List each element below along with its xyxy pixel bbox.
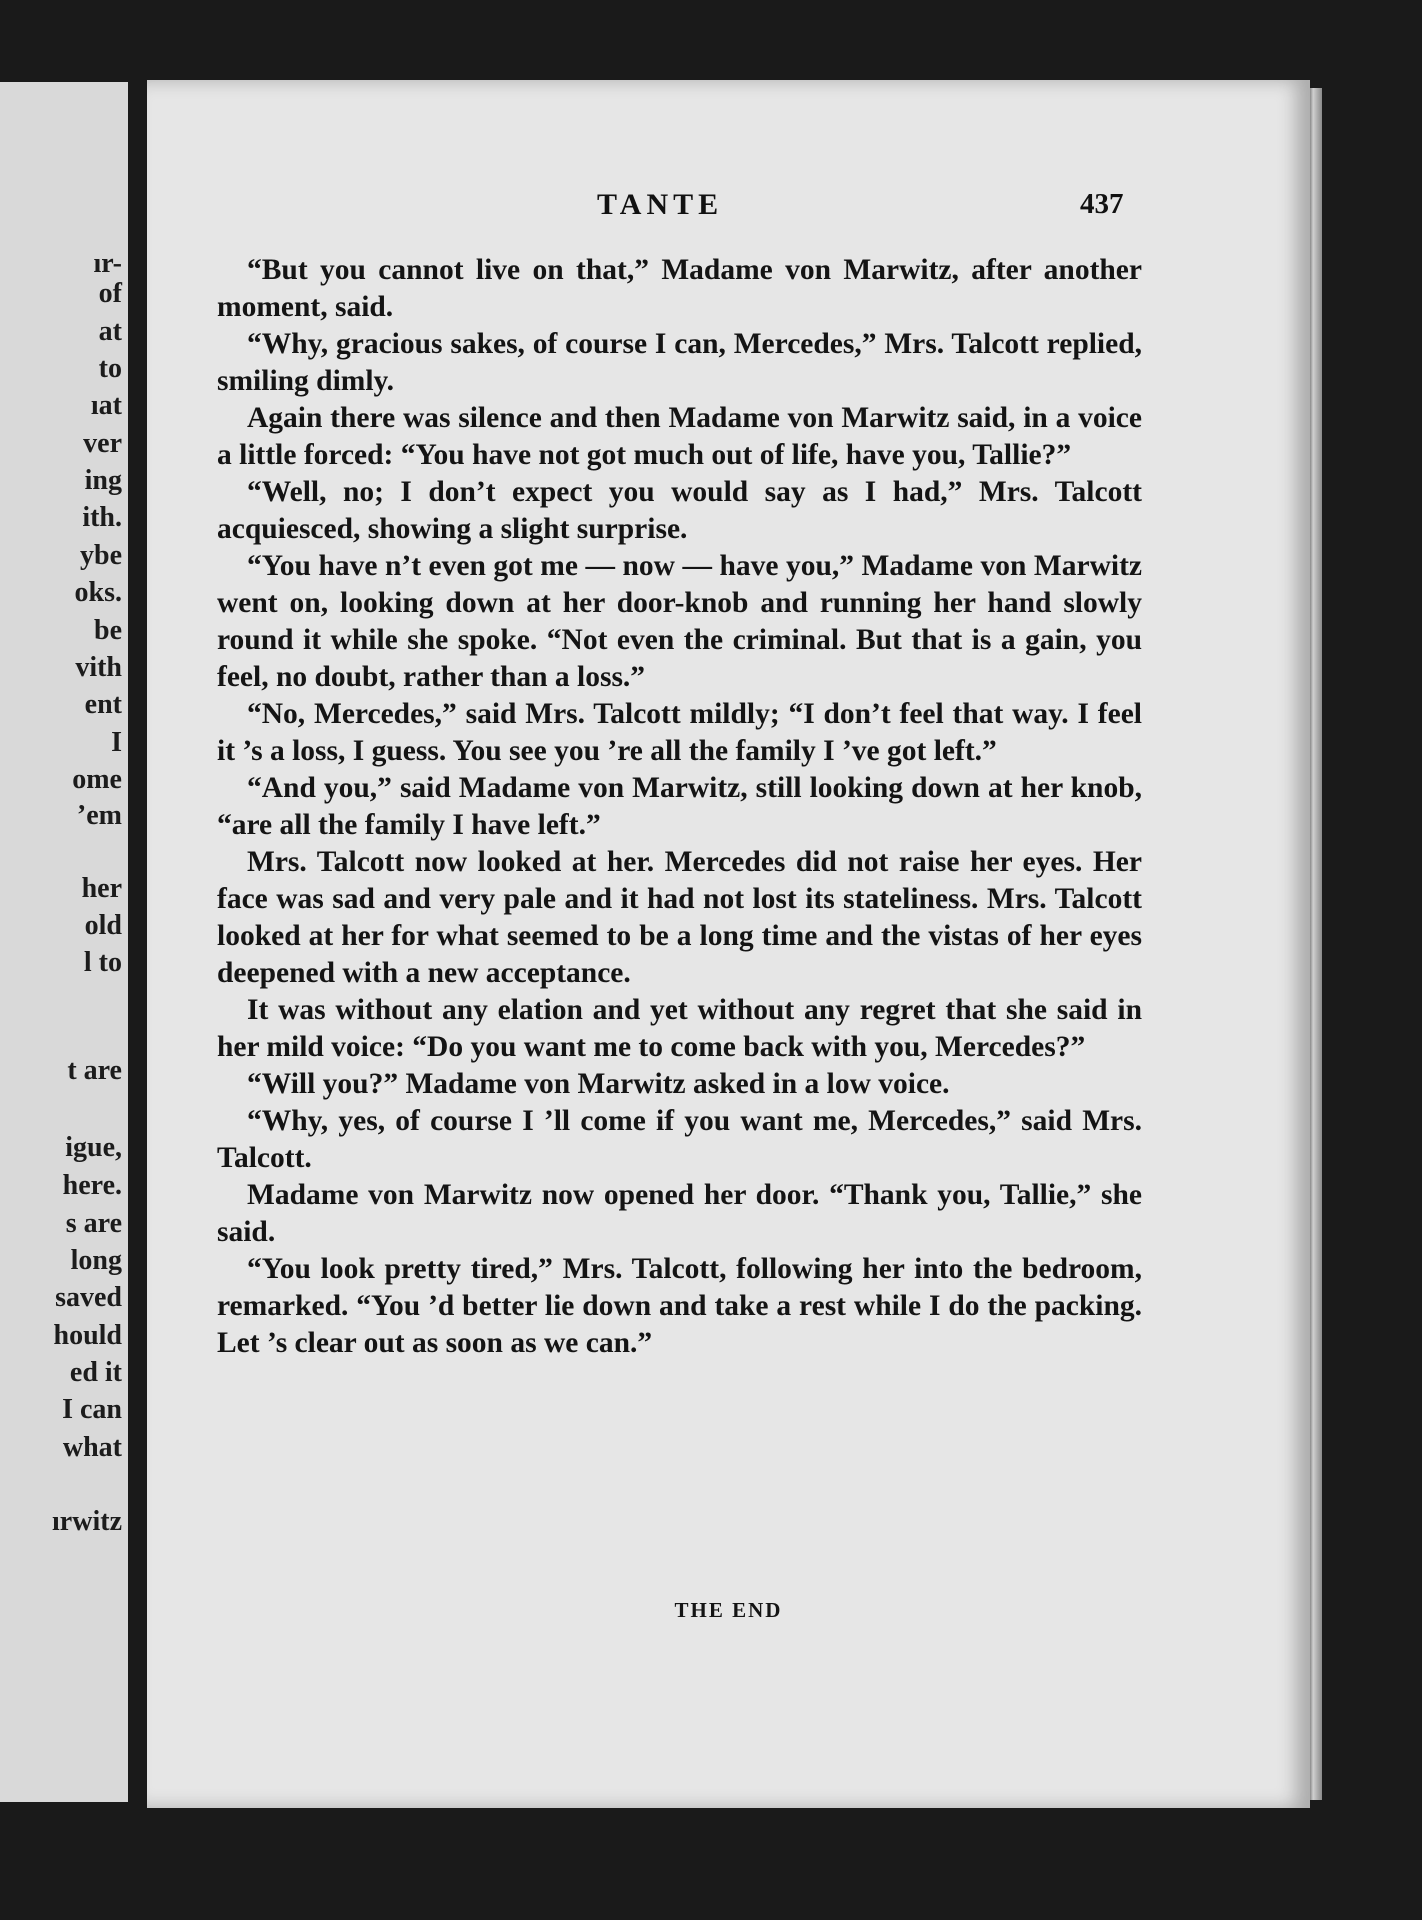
facing-line: at <box>98 316 122 347</box>
facing-line: hould <box>53 1320 122 1351</box>
paragraph: Madame von Marwitz now opened her door. “Thank you, Tallie,” she said. <box>217 1179 1142 1248</box>
facing-line: s are <box>65 1208 122 1239</box>
facing-line: ed it <box>69 1357 122 1388</box>
paragraph: It was without any elation and yet without any regret that she said in her mild voice: “Do you want me to come back with you, Mercedes?” <box>217 994 1142 1063</box>
paragraph: “And you,” said Madame von Marwitz, still looking down at her knob, “are all the family I have left.” <box>217 772 1142 841</box>
facing-line: oks. <box>74 577 122 608</box>
body-text <box>217 252 1142 1362</box>
facing-line: to <box>98 353 122 384</box>
paragraph: “Why, gracious sakes, of course I can, Mercedes,” Mrs. Talcott replied, smiling dimly. <box>217 328 1142 397</box>
facing-line: here. <box>62 1170 122 1201</box>
facing-line: be <box>94 615 122 646</box>
facing-line: ome <box>72 764 122 795</box>
facing-line: ’em <box>76 800 122 831</box>
book-page <box>147 80 1310 1808</box>
running-title: TANTE <box>597 188 724 221</box>
facing-line: ybe <box>80 540 122 571</box>
facing-line: what <box>62 1432 122 1463</box>
facing-line: long <box>70 1245 122 1276</box>
paragraph: “You have n’t even got me — now — have you,” Madame von Marwitz went on, looking down at her door-knob and running her hand slowly round it while she spoke. “Not even the criminal. But that is a gain, you feel, no doubt, rather than a loss.” <box>217 550 1142 693</box>
facing-line: ing <box>84 465 122 496</box>
facing-line: igue, <box>65 1132 122 1163</box>
facing-line: ır- <box>93 248 122 279</box>
paragraph: “Why, yes, of course I ’ll come if you want me, Mercedes,” said Mrs. Talcott. <box>217 1105 1142 1174</box>
facing-page-fragment <box>0 82 128 1802</box>
paragraph: Mrs. Talcott now looked at her. Mercedes did not raise her eyes. Her face was sad and very pale and it had not lost its stateliness. Mrs. Talcott looked at her for what seemed to be a long time and the vistas of her eyes deepened with a new acceptance. <box>217 846 1142 989</box>
facing-line: ırwitz <box>52 1506 122 1537</box>
facing-line: her <box>81 873 122 904</box>
page-header <box>147 188 1310 228</box>
facing-line: old <box>84 910 122 941</box>
facing-line: saved <box>55 1282 122 1313</box>
paragraph: “Well, no; I don’t expect you would say as I had,” Mrs. Talcott acquiesced, showing a slight surprise. <box>217 476 1142 545</box>
facing-line: l to <box>83 947 122 978</box>
facing-line: vith <box>75 652 122 683</box>
facing-line: of <box>98 278 122 309</box>
the-end-label: THE END <box>674 1598 783 1622</box>
paragraph: “You look pretty tired,” Mrs. Talcott, following her into the bedroom, remarked. “You ’d better lie down and take a rest while I do the packing. Let ’s clear out as soon as we can.” <box>217 1253 1142 1359</box>
paragraph: Again there was silence and then Madame von Marwitz said, in a voice a little forced: “You have not got much out of life, have you, Tallie?” <box>217 402 1142 471</box>
paragraph: “But you cannot live on that,” Madame von Marwitz, after another moment, said. <box>217 254 1142 323</box>
paragraph: “Will you?” Madame von Marwitz asked in a low voice. <box>247 1068 950 1100</box>
facing-line: ıat <box>90 390 122 421</box>
facing-line: t are <box>67 1055 122 1086</box>
paragraph: “No, Mercedes,” said Mrs. Talcott mildly; “I don’t feel that way. I feel it ’s a loss, I guess. You see you ’re all the family I ’ve got left.” <box>217 698 1142 767</box>
facing-line: ver <box>83 428 122 459</box>
facing-line: ith. <box>82 502 122 533</box>
facing-line: I can <box>62 1394 122 1425</box>
facing-line: I <box>111 727 122 758</box>
page-number: 437 <box>1080 188 1124 220</box>
facing-line: ent <box>84 689 122 720</box>
